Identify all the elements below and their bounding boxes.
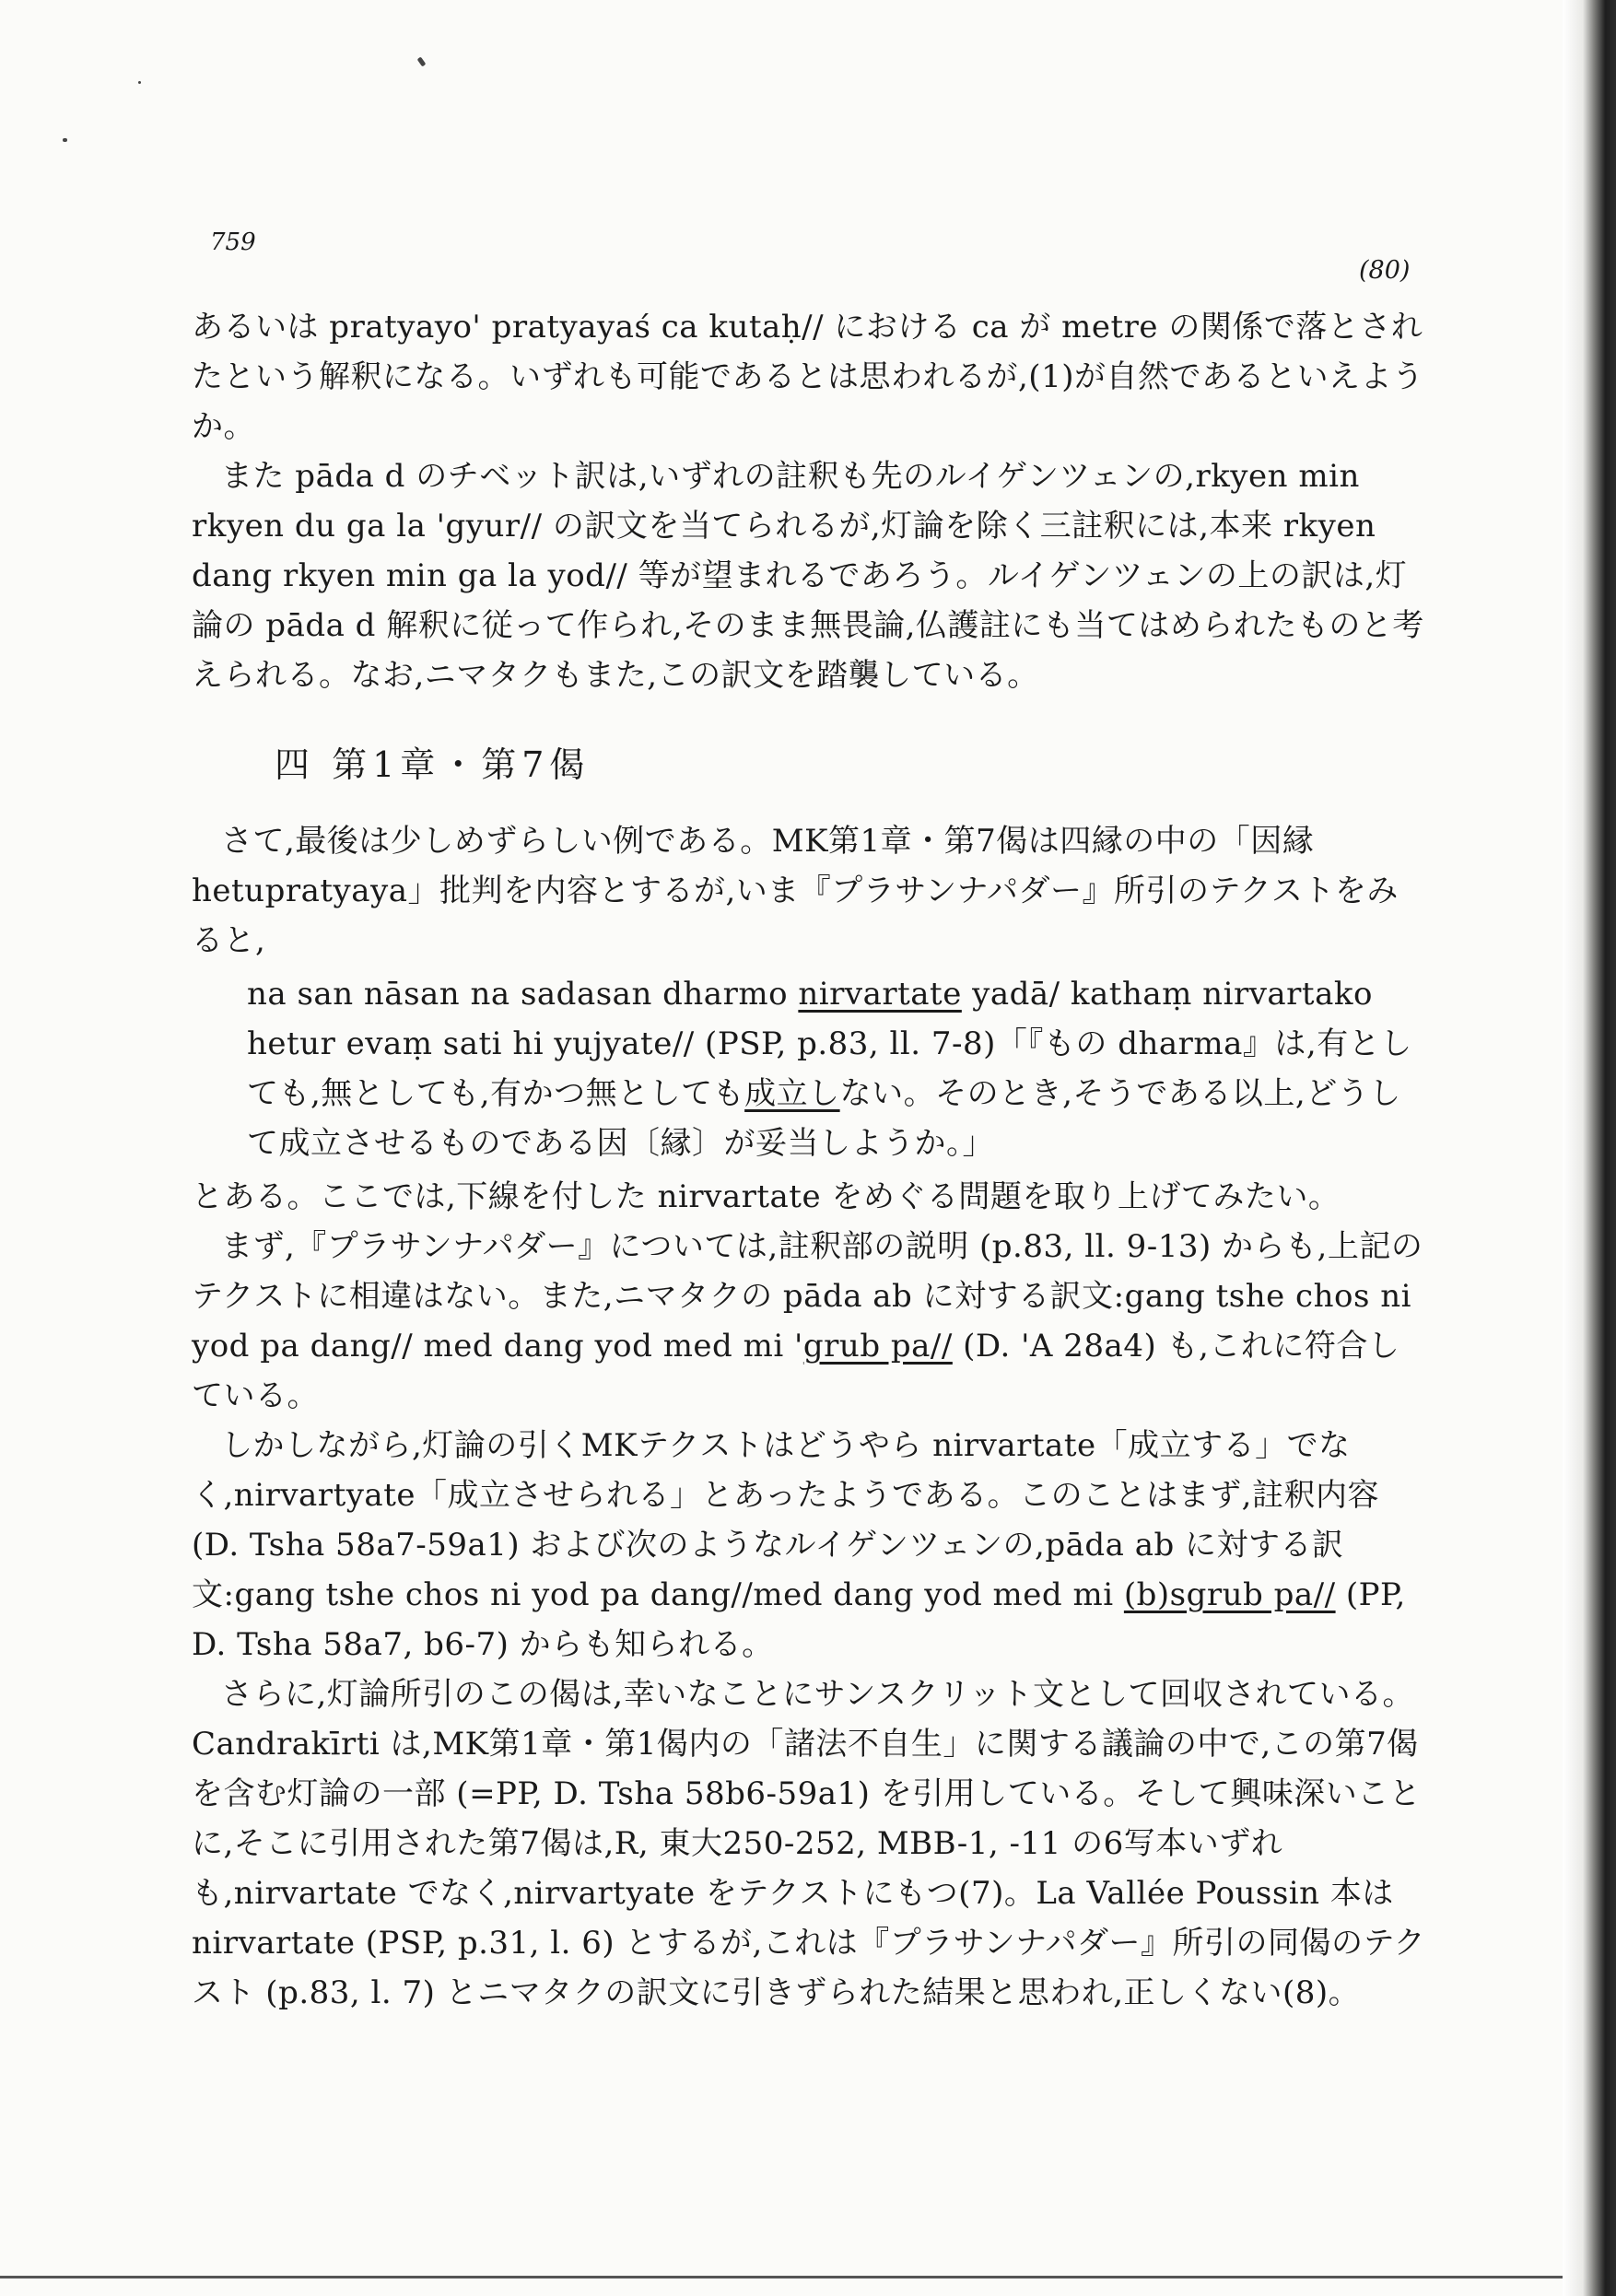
section-heading: 四 第1章・第7偈	[275, 744, 591, 785]
paragraph-6	[192, 1421, 1426, 1669]
scan-speck	[417, 56, 427, 66]
underlined-nirvartate: nirvartate	[798, 976, 962, 1013]
scan-speck	[138, 81, 141, 84]
paragraph-1: あるいは pratyayo' pratyayaś ca kutaḥ// における ca が metre の関係で落とされたという解釈になる。いずれも可能であるとは思われるが,(1)が自然であるといえようか。	[192, 309, 1424, 445]
book-spine-shadow	[1563, 0, 1616, 2296]
page-bottom-edge	[0, 2276, 1563, 2278]
body-text	[192, 302, 1426, 2018]
quote-part-b: yadā/ kathaṃ nirvartako hetur evaṃ sati hi yujyate// (PSP, p.83, ll. 7-8)「『もの dharma』は,有としても,無としても,有かつ無としても	[247, 976, 1412, 1112]
p6-part-a: しかしながら,灯論の引くMKテクストはどうやら nirvartate「成立する」でなく,nirvartyate「成立させられる」とあったようである。このことはまず,註釈内容 (D. Tsha 58a7-59a1) および次のようなルイゲンツェンの,pāda ab に対する訳文:gang tshe chos ni yod pa dang//med dang yod med mi	[192, 1427, 1379, 1613]
underlined-seiritsu: 成立し	[744, 1075, 840, 1112]
p5-part-b: (D. 'A 28a4) も,これに符合している。	[192, 1328, 1400, 1414]
paragraph-5	[192, 1222, 1426, 1421]
p6-part-b: (PP, D. Tsha 58a7, b6-7) からも知られる。	[192, 1576, 1406, 1663]
page-number-right: (80)	[1359, 256, 1411, 285]
p5-part-a: まず,『プラサンナパダー』については,註釈部の説明 (p.83, ll. 9-13) からも,上記のテクストに相違はない。また,ニマタクの pāda ab に対する訳文:gang tshe chos ni yod pa dang// med dang yod med mi '	[192, 1228, 1423, 1365]
underlined-grub-pa: grub pa//	[802, 1328, 953, 1365]
underlined-sgrub-pa: (b)sgrub pa//	[1123, 1576, 1336, 1613]
quote-part-c: ない。そのとき,そうである以上,どうして成立させるものである因〔縁〕が妥当しようか。」	[247, 1075, 1401, 1162]
verse-quote	[247, 969, 1426, 1168]
paragraph-3: さて,最後は少しめずらしい例である。MK第1章・第7偈は四縁の中の「因縁 hetupratyaya」批判を内容とするが,いま『プラサンナパダー』所引のテクストをみると,	[192, 823, 1399, 959]
paragraph-2: また pāda d のチベット訳は,いずれの註釈も先のルイゲンツェンの,rkyen min rkyen du ga la 'gyur// の訳文を当てられるが,灯論を除く三註釈には,本来 rkyen dang rkyen min ga la yod// 等が望まれるであろう。ルイゲンツェンの上の訳は,灯論の pāda d 解釈に従って作られ,そのまま無畏論,仏護註にも当てはめられたものと考えられる。なお,ニマタクもまた,この訳文を踏襲している。	[192, 458, 1424, 694]
page-number: 759	[210, 228, 256, 256]
paragraph-4: とある。ここでは,下線を付した nirvartate をめぐる問題を取り上げてみたい。	[192, 1178, 1341, 1215]
quote-part-a: na san nāsan na sadasan dharmo	[247, 976, 799, 1013]
scan-speck	[63, 138, 67, 142]
paragraph-7: さらに,灯論所引のこの偈は,幸いなことにサンスクリット文として回収されている。Candrakīrti は,MK第1章・第1偈内の「諸法不自生」に関する議論の中で,この第7偈を含む灯論の一部 (=PP, D. Tsha 58b6-59a1) を引用している。そして興味深いことに,そこに引用された第7偈は,R, 東大250-252, MBB-1, -11 の6写本いずれも,nirvartate でなく,nirvartyate をテクストにもつ(7)。La Vallée Poussin 本は nirvartate (PSP, p.31, l. 6) とするが,これは『プラサンナパダー』所引の同偈のテクスト (p.83, l. 7) とニマタクの訳文に引きずられた結果と思われ,正しくない(8)。	[192, 1676, 1426, 2011]
